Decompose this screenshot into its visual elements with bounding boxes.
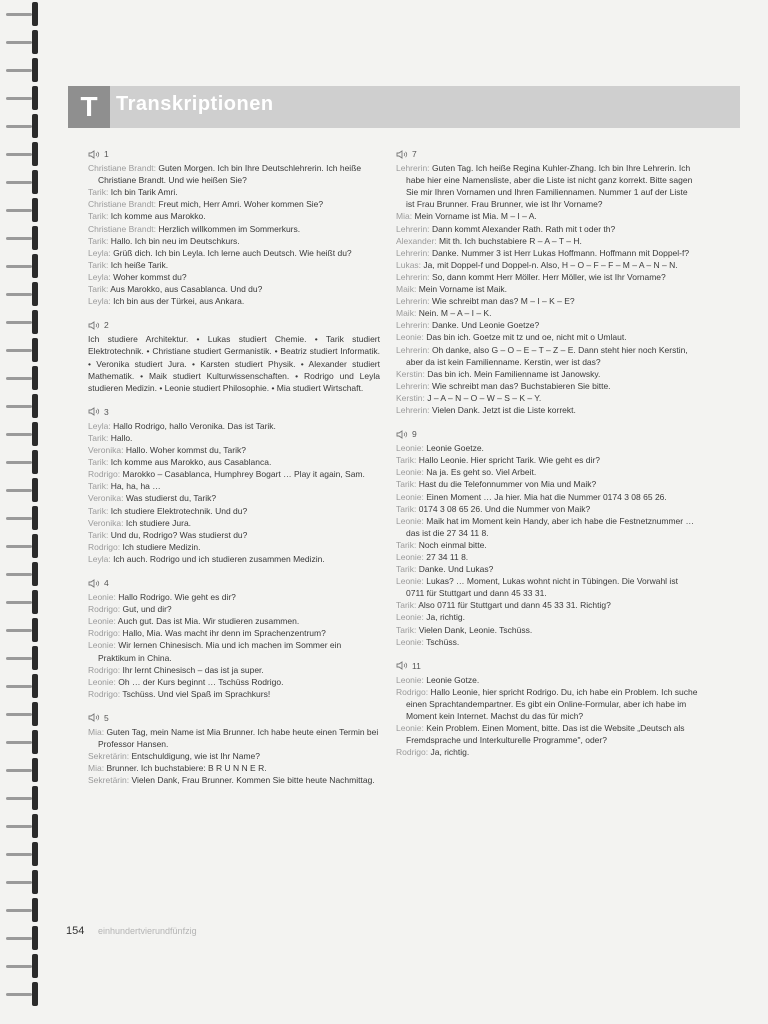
dialogue-text: Ha, ha, ha …: [110, 481, 161, 492]
dialogue-line: [88, 750, 380, 762]
dialogue-text: Hallo. Ich bin neu im Deutschkurs.: [110, 235, 240, 246]
dialogue-line: [88, 639, 380, 663]
dialogue-line: [396, 599, 698, 611]
dialogue-line: [396, 404, 698, 416]
binding-ring: [6, 344, 36, 356]
speaker-name: Rodrigo:: [396, 747, 429, 758]
binding-ring: [6, 792, 36, 804]
dialogue-line: [396, 674, 698, 686]
dialogue-text: Lukas? … Moment, Lukas wohnt nicht in Tübingen. Die Vorwahl ist 0711 für Stuttgart und dann 45 33 31.: [406, 576, 678, 599]
dialogue-text: Ich komme aus Marokko.: [110, 211, 206, 222]
speaker-name: Mia:: [396, 211, 413, 222]
dialogue-line: [396, 271, 698, 283]
dialogue-text: Hallo Rodrigo. Wie geht es dir?: [118, 592, 236, 603]
dialogue-line: [396, 746, 698, 758]
dialogue-text: Ich bin aus der Türkei, aus Ankara.: [113, 296, 245, 307]
dialogue-line: [88, 198, 380, 210]
speaker-name: Lukas:: [396, 259, 422, 270]
dialogue-text: Grüß dich. Ich bin Leyla. Ich lerne auch Deutsch. Wie heißt du?: [113, 247, 352, 258]
spiral-binding: [0, 0, 44, 1024]
speaker-name: Mia:: [88, 727, 105, 738]
speaker-name: Veronika:: [88, 493, 124, 504]
dialogue-text: Einen Moment … Ja hier. Mia hat die Nummer 0174 3 08 65 26.: [426, 491, 667, 502]
dialogue-line: [88, 529, 380, 541]
speaker-name: Leyla:: [88, 296, 111, 307]
dialogue-text: Leonie Gotze.: [426, 674, 480, 685]
binding-ring: [6, 8, 36, 20]
dialogue-text: Na ja. Es geht so. Viel Arbeit.: [426, 467, 537, 478]
dialogue-text: Vielen Dank. Jetzt ist die Liste korrekt.: [431, 404, 576, 415]
speaker-name: Leonie:: [396, 552, 424, 562]
dialogue-line: [88, 468, 380, 480]
binding-ring: [6, 512, 36, 524]
binding-ring: [6, 204, 36, 216]
dialogue-line: [88, 444, 380, 456]
speaker-name: Rodrigo:: [88, 688, 121, 699]
track-number: [88, 406, 380, 418]
binding-ring: [6, 932, 36, 944]
dialogue-text: Maik hat im Moment kein Handy, aber ich habe die Festnetznummer … das ist die 27 34 11 8.: [406, 515, 694, 538]
dialogue-line: [396, 575, 698, 599]
dialogue-text: Danke. Nummer 3 ist Herr Lukas Hoffmann. Hoffmann mit Doppel-f?: [431, 247, 690, 258]
dialogue-text: Woher kommst du?: [113, 271, 187, 282]
dialogue-text: J – A – N – O – W – S – K – Y.: [427, 392, 542, 403]
binding-ring: [6, 820, 36, 832]
dialogue-line: [88, 591, 380, 603]
audio-speaker-icon: [88, 150, 100, 159]
dialogue-text: Ja, richtig.: [430, 747, 470, 758]
dialogue-text: Hallo Leonie. Hier spricht Tarik. Wie geht es dir?: [418, 455, 600, 466]
speaker-name: Leonie:: [88, 616, 116, 627]
binding-ring: [6, 596, 36, 608]
audio-speaker-icon: [88, 407, 100, 416]
dialogue-text: Ich studiere Medizin.: [122, 541, 201, 552]
dialogue-text: Hallo Leonie, hier spricht Rodrigo. Du, ich habe ein Problem. Ich suche einen Sprachtandempartner. Es gibt ein Online-Formular, aber ich habe im Moment kein Internet. Machst du das für mich?: [406, 686, 698, 722]
dialogue-text: Hallo Rodrigo, hallo Veronika. Das ist Tarik.: [113, 420, 276, 431]
dialogue-line: [88, 676, 380, 688]
speaker-name: Leonie:: [396, 723, 424, 734]
speaker-name: Leonie:: [396, 576, 424, 587]
dialogue-line: [88, 420, 380, 432]
dialogue-line: [396, 442, 698, 454]
binding-ring: [6, 624, 36, 636]
binding-ring: [6, 708, 36, 720]
speaker-name: Leonie:: [396, 491, 424, 502]
speaker-name: Tarik:: [396, 455, 417, 466]
dialogue-line: [396, 319, 698, 331]
speaker-name: Veronika:: [88, 445, 124, 456]
dialogue-line: [396, 344, 698, 368]
speaker-name: Rodrigo:: [88, 469, 121, 480]
audio-speaker-icon: [396, 430, 408, 439]
dialogue-line: [396, 563, 698, 575]
dialogue-line: [396, 515, 698, 539]
dialogue-text: Guten Tag. Ich heiße Regina Kuhler-Zhang. Ich bin Ihre Lehrerin. Ich habe hier eine Namensliste, aber die Liste ist nicht ganz korrekt. Bitte sagen Sie mir Ihren Vornamen und Ihren Familiennamen. Nummer 1 auf der Liste ist Frau Brunner. Frau Brunner, wie ist Ihr Vorname?: [406, 163, 693, 210]
dialogue-text: Ja, mit Doppel-f und Doppel-n. Also, H – O – F – F – M – A – N – N.: [423, 259, 678, 270]
track-number: [88, 319, 380, 331]
speaker-name: Leonie:: [396, 443, 424, 454]
speaker-name: Lehrerin:: [396, 320, 430, 331]
dialogue-line: [88, 259, 380, 271]
speaker-name: Tarik:: [88, 187, 109, 198]
dialogue-line: [88, 162, 380, 186]
binding-ring: [6, 92, 36, 104]
track-number: [396, 428, 698, 440]
audio-speaker-icon: [88, 579, 100, 588]
speaker-name: Sekretärin:: [88, 751, 130, 762]
transcript-section: [88, 712, 380, 787]
dialogue-text: Noch einmal bitte.: [418, 539, 487, 550]
dialogue-text: Ich heiße Tarik.: [110, 259, 169, 270]
dialogue-line: [396, 466, 698, 478]
speaker-name: Leyla:: [88, 420, 111, 431]
dialogue-text: Hallo.: [110, 432, 133, 443]
speaker-name: Veronika:: [88, 517, 124, 528]
dialogue-line: [88, 627, 380, 639]
dialogue-line: [88, 223, 380, 235]
dialogue-text: Leonie Goetze.: [426, 443, 484, 454]
speaker-name: Rodrigo:: [88, 541, 121, 552]
dialogue-line: [396, 259, 698, 271]
dialogue-line: [88, 492, 380, 504]
dialogue-line: [88, 283, 380, 295]
track-number-label: 7: [412, 149, 417, 159]
dialogue-text: Ich auch. Rodrigo und ich studieren zusammen Medizin.: [113, 553, 325, 564]
speaker-name: Lehrerin:: [396, 271, 430, 282]
speaker-name: Lehrerin:: [396, 404, 430, 415]
dialogue-text: Und du, Rodrigo? Was studierst du?: [110, 529, 248, 540]
binding-ring: [6, 176, 36, 188]
dialogue-line: [88, 480, 380, 492]
speaker-name: Leonie:: [396, 467, 424, 478]
dialogue-text: Vielen Dank, Frau Brunner. Kommen Sie bitte heute Nachmittag.: [131, 775, 375, 786]
speaker-name: Kerstin:: [396, 392, 425, 403]
track-number-label: 3: [104, 406, 109, 417]
dialogue-text: Das bin ich. Mein Familienname ist Janowsky.: [427, 368, 601, 379]
dialogue-line: [396, 722, 698, 746]
track-number: [396, 660, 698, 672]
dialogue-text: Auch gut. Das ist Mia. Wir studieren zusammen.: [117, 616, 300, 627]
dialogue-line: [396, 247, 698, 259]
speaker-name: Leonie:: [396, 674, 424, 685]
binding-ring: [6, 540, 36, 552]
transcript-section: [88, 406, 380, 565]
audio-speaker-icon: [396, 661, 408, 670]
binding-ring: [6, 736, 36, 748]
speaker-name: Christiane Brandt:: [88, 223, 157, 234]
dialogue-text: Dann kommt Alexander Rath. Rath mit t oder th?: [431, 223, 616, 234]
dialogue-line: [88, 615, 380, 627]
dialogue-line: [88, 295, 380, 307]
dialogue-text: Hast du die Telefonnummer von Mia und Maik?: [418, 479, 597, 490]
dialogue-line: [396, 624, 698, 636]
section-letter-badge: T: [68, 86, 110, 128]
speaker-name: Christiane Brandt:: [88, 199, 157, 210]
speaker-name: Christiane Brandt:: [88, 163, 157, 174]
dialogue-text: Guten Tag, mein Name ist Mia Brunner. Ich habe heute einen Termin bei Professor Hansen.: [98, 727, 379, 750]
speaker-name: Tarik:: [396, 503, 417, 514]
dialogue-text: Das bin ich. Goetze mit tz und oe, nicht mit o Umlaut.: [426, 332, 627, 343]
dialogue-text: 0174 3 08 65 26. Und die Nummer von Maik?: [418, 503, 591, 514]
binding-ring: [6, 148, 36, 160]
dialogue-line: [88, 688, 380, 700]
dialogue-line: [396, 210, 698, 222]
dialogue-line: [396, 611, 698, 623]
page-title: Transkriptionen: [116, 93, 274, 115]
dialogue-line: [396, 162, 698, 210]
binding-ring: [6, 988, 36, 1000]
dialogue-text: Entschuldigung, wie ist Ihr Name?: [131, 751, 260, 762]
track-number-label: 9: [412, 429, 417, 440]
dialogue-text: Mit th. Ich buchstabiere R – A – T – H.: [439, 235, 582, 246]
speaker-name: Leyla:: [88, 247, 111, 258]
dialogue-line: [88, 235, 380, 247]
track-number-label: 2: [104, 320, 109, 331]
track-number: [396, 148, 698, 160]
speaker-name: Tarik:: [396, 564, 417, 575]
dialogue-text: Tschüss.: [426, 636, 460, 647]
dialogue-line: [396, 491, 698, 503]
transcript-paragraph: Ich studiere Architektur. • Lukas studiert Chemie. • Tarik studiert Elektrotechnik. • Christiane studiert Germanistik. • Beatriz studiert Informatik. • Veronika studiert Jura. • Karsten studiert Physik. • Alexander studiert Mathematik. • Maik studiert Kulturwissenschaften. • Rodrigo und Leyla studieren Medizin. • Leonie studiert Philosophie. • Mia studiert Wirtschaft.: [88, 334, 380, 393]
speaker-name: Tarik:: [88, 432, 109, 443]
dialogue-line: [88, 553, 380, 565]
audio-speaker-icon: [396, 150, 408, 159]
speaker-name: Leonie:: [396, 636, 424, 647]
track-number: [88, 148, 380, 160]
speaker-name: Lehrerin:: [396, 247, 430, 258]
dialogue-text: Ich studiere Elektrotechnik. Und du?: [110, 505, 248, 516]
dialogue-text: Brunner. Ich buchstabiere: B R U N N E R.: [106, 763, 267, 774]
track-number: [88, 577, 380, 589]
speaker-name: Tarik:: [88, 259, 109, 270]
dialogue-text: Ihr lernt Chinesisch – das ist ja super.: [122, 664, 264, 675]
dialogue-text: Danke. Und Lukas?: [418, 564, 494, 575]
right-column: [396, 148, 698, 771]
audio-speaker-icon: [88, 713, 100, 722]
dialogue-text: Hallo. Woher kommst du, Tarik?: [125, 445, 246, 456]
dialogue-text: Danke. Und Leonie Goetze?: [431, 320, 540, 331]
transcript-section: [396, 148, 698, 416]
speaker-name: Kerstin:: [396, 368, 425, 379]
dialogue-line: [88, 774, 380, 786]
dialogue-text: 27 34 11 8.: [426, 552, 469, 562]
transcript-section: [88, 148, 380, 307]
dialogue-line: [396, 636, 698, 648]
speaker-name: Lehrerin:: [396, 163, 430, 174]
speaker-name: Tarik:: [88, 235, 109, 246]
audio-speaker-icon: [88, 321, 100, 330]
speaker-name: Leyla:: [88, 271, 111, 282]
dialogue-line: [396, 368, 698, 380]
dialogue-text: Wie schreibt man das? Buchstabieren Sie bitte.: [431, 380, 611, 391]
dialogue-line: [396, 392, 698, 404]
dialogue-text: Ich studiere Jura.: [125, 517, 192, 528]
speaker-name: Rodrigo:: [88, 664, 121, 675]
track-number-label: 11: [412, 660, 421, 671]
dialogue-line: [396, 283, 698, 295]
dialogue-line: [88, 456, 380, 468]
dialogue-line: [396, 235, 698, 247]
binding-ring: [6, 680, 36, 692]
speaker-name: Leonie:: [88, 640, 116, 651]
track-number-label: 5: [104, 712, 109, 723]
dialogue-text: Gut, und dir?: [122, 604, 172, 615]
track-number-label: 4: [104, 578, 109, 588]
binding-ring: [6, 232, 36, 244]
dialogue-text: Herzlich willkommen im Sommerkurs.: [158, 223, 301, 234]
speaker-name: Tarik:: [88, 457, 109, 468]
page-number-word: einhundertvierundfünfzig: [98, 926, 197, 936]
dialogue-line: [88, 726, 380, 750]
speaker-name: Leonie:: [396, 612, 424, 623]
binding-ring: [6, 904, 36, 916]
binding-ring: [6, 960, 36, 972]
speaker-name: Lehrerin:: [396, 223, 430, 234]
speaker-name: Tarik:: [88, 481, 109, 492]
dialogue-line: [88, 432, 380, 444]
speaker-name: Maik:: [396, 308, 417, 319]
dialogue-text: Hallo, Mia. Was macht ihr denn im Sprachenzentrum?: [122, 628, 326, 639]
transcript-section: [88, 319, 380, 394]
dialogue-text: Mein Vorname ist Mia. M – I – A.: [414, 211, 537, 222]
speaker-name: Leonie:: [88, 592, 116, 603]
dialogue-text: Ich bin Tarik Amri.: [110, 187, 178, 198]
speaker-name: Leyla:: [88, 553, 111, 564]
dialogue-text: Ja, richtig.: [426, 612, 466, 623]
binding-ring: [6, 372, 36, 384]
binding-ring: [6, 764, 36, 776]
binding-ring: [6, 120, 36, 132]
transcript-section: [396, 660, 698, 759]
dialogue-text: Aus Marokko, aus Casablanca. Und du?: [110, 284, 263, 295]
dialogue-line: [88, 541, 380, 553]
binding-ring: [6, 260, 36, 272]
dialogue-line: [88, 247, 380, 259]
speaker-name: Tarik:: [88, 211, 109, 222]
dialogue-line: [396, 380, 698, 392]
dialogue-text: Also 0711 für Stuttgart und dann 45 33 31. Richtig?: [418, 600, 611, 611]
track-number: [88, 712, 380, 724]
dialogue-text: Tschüss. Und viel Spaß im Sprachkurs!: [122, 688, 271, 699]
binding-ring: [6, 316, 36, 328]
transcript-section: [88, 577, 380, 700]
dialogue-text: Oh danke, also G – O – E – T – Z – E. Dann steht hier noch Kerstin, aber da ist kein Familienname. Kerstin, wer ist das?: [406, 344, 688, 367]
dialogue-line: [396, 295, 698, 307]
dialogue-text: Vielen Dank, Leonie. Tschüss.: [418, 624, 533, 635]
dialogue-line: [396, 539, 698, 551]
binding-ring: [6, 652, 36, 664]
speaker-name: Tarik:: [396, 539, 417, 550]
speaker-name: Rodrigo:: [88, 604, 121, 615]
dialogue-line: [396, 686, 698, 722]
speaker-name: Mia:: [88, 763, 105, 774]
binding-ring: [6, 876, 36, 888]
dialogue-line: [88, 505, 380, 517]
dialogue-line: [396, 478, 698, 490]
binding-ring: [6, 288, 36, 300]
track-number-label: 1: [104, 149, 109, 159]
page-number: 154: [66, 925, 85, 937]
speaker-name: Lehrerin:: [396, 296, 430, 307]
binding-ring: [6, 568, 36, 580]
binding-ring: [6, 400, 36, 412]
dialogue-line: [88, 271, 380, 283]
speaker-name: Lehrerin:: [396, 380, 430, 391]
speaker-name: Rodrigo:: [88, 628, 121, 639]
dialogue-text: Freut mich, Herr Amri. Woher kommen Sie?: [158, 199, 324, 210]
binding-ring: [6, 428, 36, 440]
speaker-name: Tarik:: [396, 600, 417, 611]
dialogue-line: [396, 223, 698, 235]
dialogue-line: [396, 307, 698, 319]
dialogue-line: [396, 551, 698, 563]
binding-ring: [6, 64, 36, 76]
dialogue-line: [396, 503, 698, 515]
binding-ring: [6, 484, 36, 496]
speaker-name: Tarik:: [88, 505, 109, 516]
speaker-name: Alexander:: [396, 235, 437, 246]
dialogue-line: [396, 331, 698, 343]
speaker-name: Leonie:: [88, 676, 116, 687]
dialogue-text: Ich komme aus Marokko, aus Casablanca.: [110, 457, 272, 468]
speaker-name: Rodrigo:: [396, 686, 429, 697]
dialogue-text: Mein Vorname ist Maik.: [418, 284, 508, 295]
speaker-name: Lehrerin:: [396, 344, 430, 355]
dialogue-line: [88, 664, 380, 676]
left-column: [88, 148, 380, 799]
binding-ring: [6, 36, 36, 48]
transcript-section: [396, 428, 698, 648]
dialogue-line: [88, 210, 380, 222]
binding-ring: [6, 848, 36, 860]
dialogue-text: Wir lernen Chinesisch. Mia und ich machen im Sommer ein Praktikum in China.: [98, 640, 342, 663]
dialogue-text: Guten Morgen. Ich bin Ihre Deutschlehrerin. Ich heiße Christiane Brandt. Und wie heißen Sie?: [98, 163, 362, 186]
speaker-name: Tarik:: [88, 284, 109, 295]
speaker-name: Tarik:: [88, 529, 109, 540]
speaker-name: Sekretärin:: [88, 775, 130, 786]
dialogue-text: Oh … der Kurs beginnt … Tschüss Rodrigo.: [118, 676, 284, 687]
dialogue-text: Kein Problem. Einen Moment, bitte. Das ist die Website „Deutsch als Fremdsprache und Interkulturelle Programme", oder?: [406, 723, 685, 746]
dialogue-line: [88, 186, 380, 198]
speaker-name: Leonie:: [396, 332, 424, 343]
dialogue-line: [88, 603, 380, 615]
dialogue-text: Was studierst du, Tarik?: [125, 493, 217, 504]
dialogue-text: So, dann kommt Herr Möller. Herr Möller, wie ist Ihr Vorname?: [431, 271, 666, 282]
speaker-name: Tarik:: [396, 624, 417, 635]
dialogue-text: Marokko – Casablanca, Humphrey Bogart … Play it again, Sam.: [122, 469, 365, 480]
dialogue-line: [88, 762, 380, 774]
speaker-name: Leonie:: [396, 515, 424, 526]
binding-ring: [6, 456, 36, 468]
speaker-name: Tarik:: [396, 479, 417, 490]
dialogue-text: Nein. M – A – I – K.: [418, 308, 492, 319]
dialogue-line: [396, 454, 698, 466]
speaker-name: Maik:: [396, 284, 417, 295]
dialogue-text: Wie schreibt man das? M – I – K – E?: [431, 296, 575, 307]
dialogue-line: [88, 517, 380, 529]
